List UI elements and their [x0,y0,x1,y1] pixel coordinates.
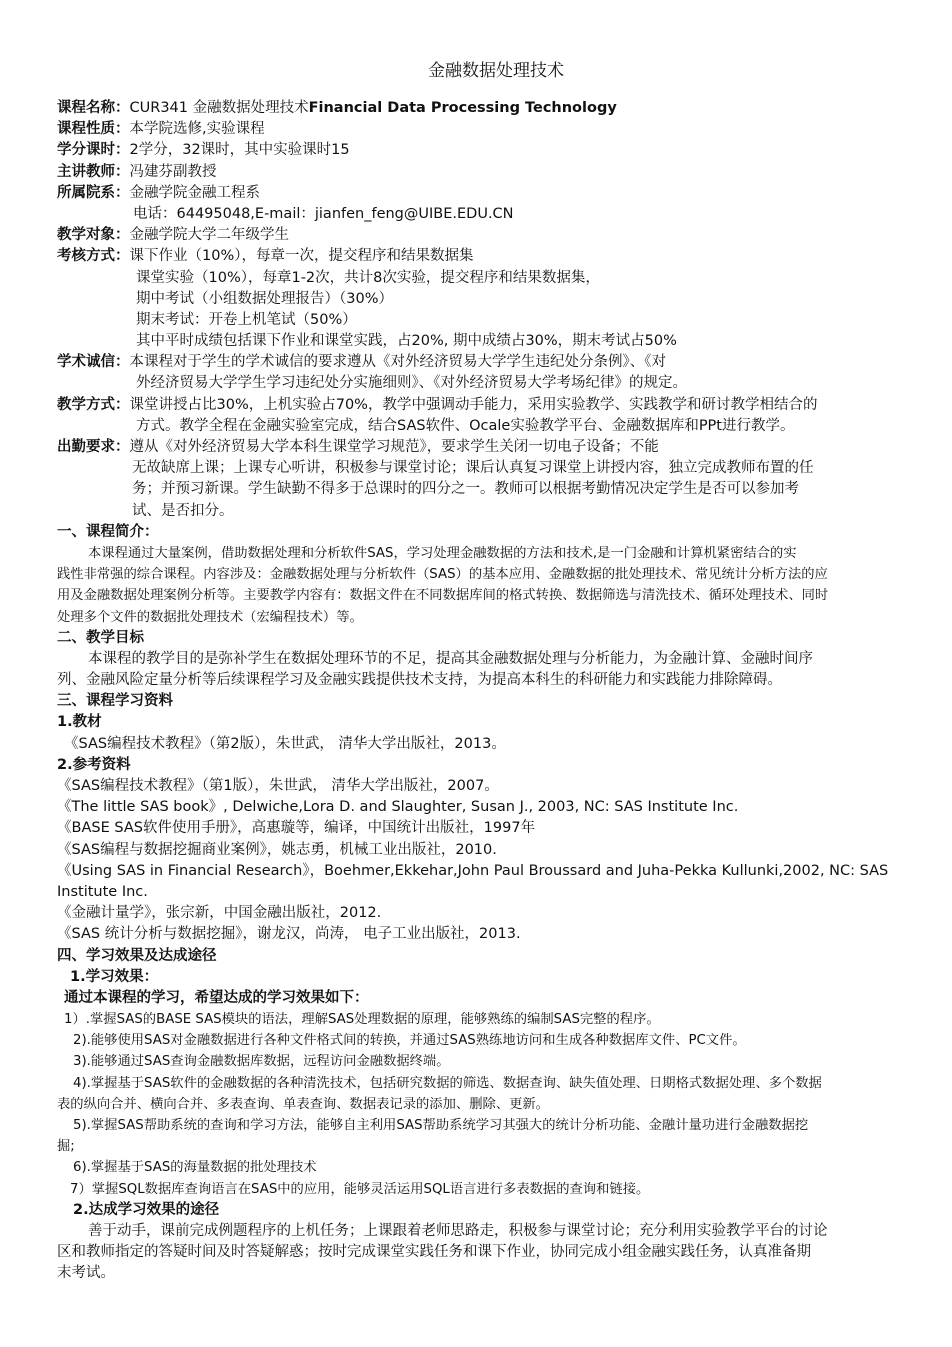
ref-item: 《The little SAS book》, Delwiche,Lora D. and Slaughter, Susan J., 2003, NC: SAS Institute Inc. [57,799,739,816]
ref-item: Institute Inc. [57,883,148,900]
textbook-item: 《SAS编程技术教程》（第2版），朱世武， 清华大学出版社，2013。 [64,735,506,752]
assess-line: 其中平时成绩包括课下作业和课堂实践，占20%, 期中成绩占30%，期末考试占50% [136,333,677,350]
assess-label: 考核方式 [57,248,115,265]
effects-intro: 通过本课程的学习，希望达成的学习效果如下： [64,989,369,1006]
assess-line: 期中考试（小组数据处理报告）（30%） [136,290,393,307]
ref-item: 《BASE SAS软件使用手册》，高惠璇等，编译，中国统计出版社，1997年 [57,820,536,837]
course-name-label: 课程名称 [57,100,115,116]
effect-item: 6).掌握基于SAS的海量数据的批处理技术 [73,1160,317,1176]
effect-item: 表的纵向合并、横向合并、多表查询、单表查询、数据表记录的添加、删除、更新。 [57,1096,549,1112]
ref-item: 《SAS编程与数据挖掘商业案例》，姚志勇，机械工业出版社，2010. [57,841,497,858]
course-credits-label: 学分课时 [57,142,115,159]
method-line: 课堂讲授占比30%，上机实验占70%，教学中强调动手能力，采用实验教学、实践教学和研讨教学相结合的 [129,396,818,413]
effect-item: 3).能够通过SAS查询金融数据库数据，远程访问金融数据终端。 [73,1054,450,1070]
effect-item: 1）.掌握SAS的BASE SAS模块的语法，理解SAS处理数据的原理，能够熟练的编制SAS完整的程序。 [64,1012,660,1028]
path-line: 区和教师指定的答疑时间及时答疑解惑；按时完成课堂实践任务和课下作业，协同完成小组金融实践任务，认真准备期 [57,1244,811,1261]
method-row: 教学方式：课堂讲授占比30%，上机实验占70%，教学中强调动手能力，采用实验教学、实践教学和研讨教学相结合的 [57,396,818,413]
integrity-row: 学术诚信：本课程对于学生的学术诚信的要求遵从《对外经济贸易大学学生违纪处分条例》、《对 [57,354,666,371]
assess-line: 课堂实验（10%），每章1-2次，共计8次实验，提交程序和结果数据集， [136,269,600,286]
effects-heading: 1.学习效果： [70,968,159,985]
course-nature-value: 本学院选修,实验课程 [129,121,265,138]
integrity-label: 学术诚信 [57,354,115,371]
course-target-label: 教学对象 [57,227,115,244]
course-credits-row: 学分课时：2学分，32课时，其中实验课时15 [57,142,350,159]
section1-line: 处理多个文件的数据批处理技术（宏编程技术）等。 [57,609,363,625]
effect-item: 2).能够使用SAS对金融数据进行各种文件格式间的转换，并通过SAS熟练地访问和生成各种数据库文件、PC文件。 [73,1033,746,1049]
document-title: 金融数据处理技术 [428,61,564,81]
document-body [0,98,952,1285]
path-line: 善于动手，课前完成例题程序的上机任务；上课跟着老师思路走，积极参与课堂讨论；充分利用实验教学平台的讨论 [88,1222,828,1239]
course-dept-row: 所属院系：金融学院金融工程系 [57,184,260,201]
section3-heading: 三、课程学习资料 [57,693,173,710]
attendance-row: 出勤要求：遵从《对外经济贸易大学本科生课堂学习规范》，要求学生关闭一切电子设备；不能 [57,439,659,455]
course-contact: 电话：64495048,E-mail：jianfen_feng@UIBE.EDU.CN [133,205,514,222]
course-credits-value: 2学分，32课时，其中实验课时15 [129,142,350,159]
course-nature-label: 课程性质 [57,121,115,138]
course-name-value: CUR341 金融数据处理技术 [129,100,309,116]
section2-heading: 二、教学目标 [57,629,144,646]
path-heading: 2.达成学习效果的途径 [73,1201,220,1218]
method-line: 方式。教学全程在金融实验室完成，结合SAS软件、Ocale实验教学平台、金融数据库和PPt进行教学。 [136,417,795,434]
section2-line: 本课程的教学目的是弥补学生在数据处理环节的不足，提高其金融数据处理与分析能力，为金融计算、金融时间序 [88,650,813,667]
course-dept-value: 金融学院金融工程系 [129,184,260,201]
ref-item: 《金融计量学》，张宗新，中国金融出版社，2012. [57,905,382,922]
section4-heading: 四、学习效果及达成途径 [57,947,217,964]
effect-item: 掘; [57,1139,75,1155]
assess-line: 期末考试：开卷上机笔试（50%） [136,311,357,328]
course-teacher-value: 冯建芬副教授 [129,163,217,180]
section1-line: 本课程通过大量案例，借助数据处理和分析软件SAS，学习处理金融数据的方法和技术,是一门金融和计算机紧密结合的实 [88,545,797,561]
course-name-english: Financial Data Processing Technology [308,100,617,116]
effect-item: 4).掌握基于SAS软件的金融数据的各种清洗技术，包括研究数据的筛选、数据查询、缺失值处理、日期格式数据处理、多个数据 [73,1075,822,1091]
method-label: 教学方式 [57,396,115,413]
integrity-line: 本课程对于学生的学术诚信的要求遵从《对外经济贸易大学学生违纪处分条例》、《对 [129,354,666,371]
attendance-line: 无故缺席上课；上课专心听讲，积极参与课堂讨论；课后认真复习课堂上讲授内容，独立完成教师布置的任 [132,460,814,477]
attendance-line: 试、是否扣分。 [132,502,234,519]
refs-heading: 2.参考资料 [57,756,131,773]
course-teacher-label: 主讲教师 [57,163,115,180]
course-name-row: 课程名称：CUR341 金融数据处理技术Financial Data Processing Technology [57,100,617,116]
course-nature-row: 课程性质：本学院选修,实验课程 [57,121,265,138]
section1-line: 用及金融数据处理案例分析等。主要教学内容有：数据文件在不同数据库间的格式转换、数据筛选与清洗技术、循环处理技术、同时 [57,588,829,604]
assess-row: 考核方式：课下作业（10%），每章一次，提交程序和结果数据集 [57,248,474,265]
ref-item: 《SAS编程技术教程》（第1版），朱世武， 清华大学出版社，2007。 [57,778,499,794]
effect-item: 7）掌握SQL数据库查询语言在SAS中的应用，能够灵活运用SQL语言进行多表数据的查询和链接。 [70,1181,650,1197]
effect-item: 5).掌握SAS帮助系统的查询和学习方法，能够自主利用SAS帮助系统学习其强大的统计分析功能、金融计量功进行金融数据挖 [73,1118,809,1133]
section2-line: 列、金融风险定量分析等后续课程学习及金融实践提供技术支持，为提高本科生的科研能力和实践能力排除障碍。 [57,672,782,689]
course-target-row: 教学对象：金融学院大学二年级学生 [57,227,289,244]
section1-heading: 一、课程简介： [57,523,159,540]
textbook-heading: 1.教材 [57,714,102,731]
path-line: 末考试。 [57,1265,115,1282]
assess-line: 课下作业（10%），每章一次，提交程序和结果数据集 [129,248,474,265]
attendance-label: 出勤要求 [57,439,115,455]
attendance-line: 遵从《对外经济贸易大学本科生课堂学习规范》，要求学生关闭一切电子设备；不能 [129,439,659,455]
attendance-line: 务；并预习新课。学生缺勤不得多于总课时的四分之一。教师可以根据考勤情况决定学生是否可以参加考 [132,481,799,498]
integrity-line: 外经济贸易大学学生学习违纪处分实施细则》、《对外经济贸易大学考场纪律》的规定。 [136,375,687,392]
ref-item: 《Using SAS in Financial Research》，Boehmer,Ekkehar,John Paul Broussard and Juha-Pekka Kullunki,2002, NC: SAS [57,862,889,879]
course-teacher-row: 主讲教师：冯建芬副教授 [57,163,217,180]
ref-item: 《SAS 统计分析与数据挖掘》，谢龙汉，尚涛， 电子工业出版社，2013. [57,926,521,943]
course-target-value: 金融学院大学二年级学生 [129,227,289,244]
course-dept-label: 所属院系 [57,184,115,201]
section1-line: 践性非常强的综合课程。内容涉及：金融数据处理与分析软件（SAS）的基本应用、金融数据的批处理技术、常见统计分析方法的应 [57,567,828,583]
